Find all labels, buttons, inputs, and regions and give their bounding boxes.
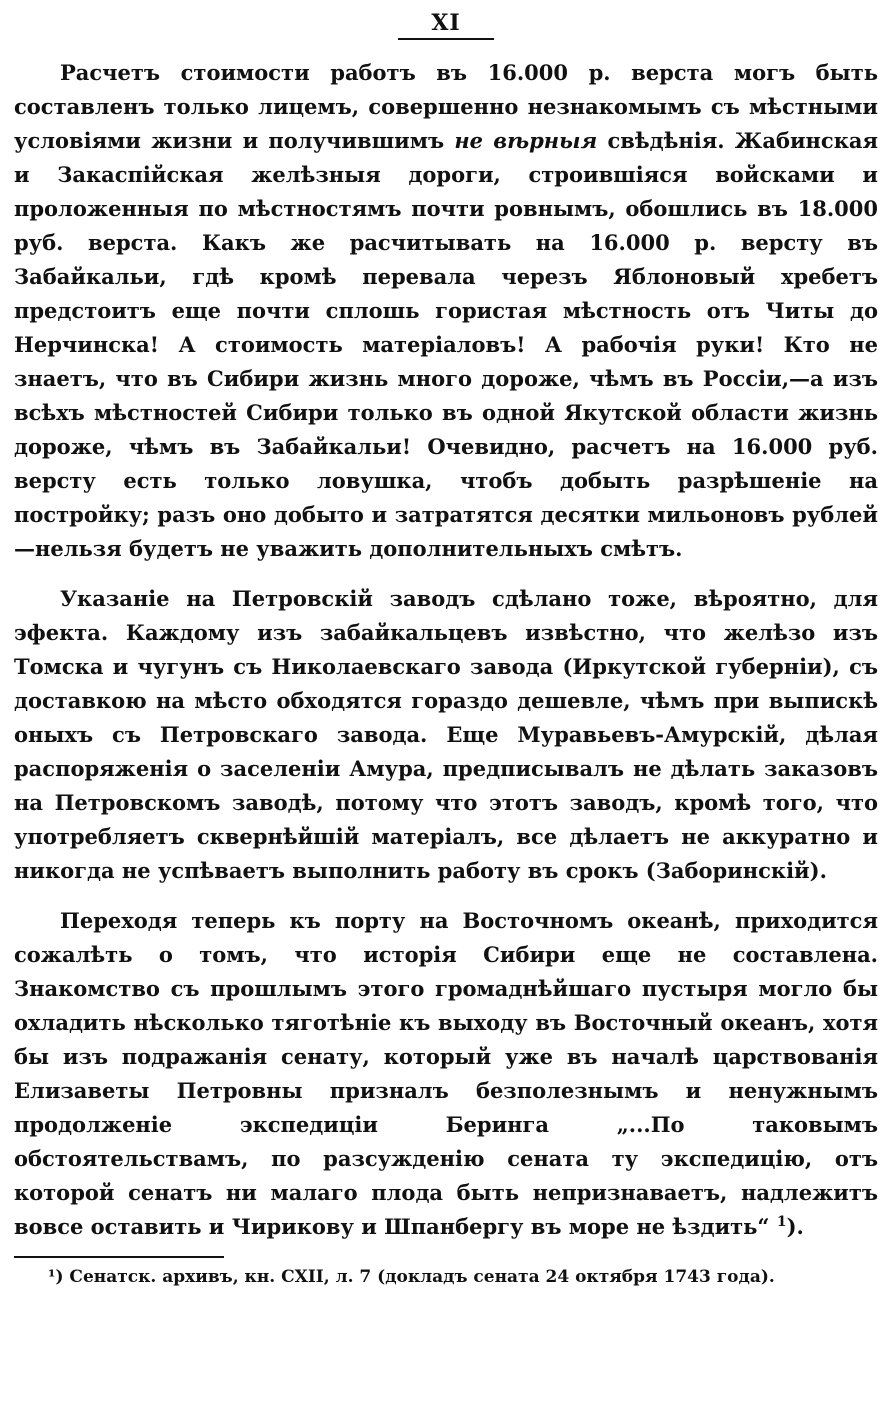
page-number: XI (431, 10, 461, 36)
paragraph-3-closing: ). (786, 1214, 804, 1239)
header-rule (398, 38, 494, 40)
footnote-rule (14, 1256, 224, 1258)
footnote-marker: ¹) (48, 1267, 64, 1287)
paragraph-2: Указаніе на Петровскій заводъ сдѣлано тоже, вѣроятно, для эфекта. Каждому изъ забайкальцевъ извѣстно, что желѣзо изъ Томска и чугунъ съ Николаевскаго завода (Иркутской губерніи), съ доставкою на мѣсто обходятся гораздо дешевле, чѣмъ при выпискѣ оныхъ съ Петровскаго завода. Еще Муравьевъ-Амурскій, дѣлая распоряженія о заселеніи Амура, предписывалъ не дѣлать заказовъ на Петровскомъ заводѣ, потому что этотъ заводъ, кромѣ того, что употребляетъ сквернѣйшій матеріалъ, все дѣлаетъ не аккуратно и никогда не успѣваетъ выполнить работу въ срокъ (Заборинскій). (14, 586, 878, 883)
footnote (14, 1264, 878, 1290)
paragraph-1-text-before: Расчетъ стоимости работъ въ 16.000 р. верста могъ быть составленъ только лицемъ, совершенно незнакомымъ съ мѣстными условіями жизни и получившимъ (14, 60, 878, 153)
paragraph-3 (14, 904, 878, 1244)
paragraph-1-italic-phrase: не вѣрныя (454, 128, 598, 153)
paragraph-3-text: Переходя теперь къ порту на Восточномъ океанѣ, приходится сожалѣть о томъ, что исторія Сибири еще не составлена. Знакомство съ прошлымъ этого громаднѣйшаго пустыря могло бы охладить нѣсколько тяготѣніе къ выходу въ Восточный океанъ, хотя бы изъ подражанія сенату, который уже въ началѣ царствованія Елизаветы Петровны призналъ безполезнымъ и ненужнымъ продолженіе экспедиціи Беринга „...По таковымъ обстоятельствамъ, по разсужденію сената ту экспедицію, отъ которой сенатъ ни малаго плода быть непризнаваетъ, надлежитъ вовсе оставить и Чирикову и Шпанбергу въ море не ѣздить“ (14, 908, 878, 1239)
document-page (14, 10, 878, 1290)
footnote-text: Сенатск. архивъ, кн. CXII, л. 7 (докладъ сената 24 октября 1743 года). (69, 1267, 775, 1287)
paragraph-1-text-after: свѣдѣнія. Жабинская и Закаспійская желѣзныя дороги, строившіяся войсками и проложенныя по мѣстностямъ почти ровнымъ, обошлись въ 18.000 руб. верста. Какъ же расчитывать на 16.000 р. версту въ Забайкальи, гдѣ кромѣ перевала черезъ Яблоновый хребетъ предстоитъ еще почти сплошь гористая мѣстность отъ Читы до Нерчинска! А стоимость матеріаловъ! А рабочія руки! Кто не знаетъ, что въ Сибири жизнь много дороже, чѣмъ въ Россіи,—а изъ всѣхъ мѣстностей Сибири только въ одной Якутской области жизнь дороже, чѣмъ въ Забайкальи! Очевидно, расчетъ на 16.000 руб. версту есть только ловушка, чтобъ добыть разрѣшеніе на постройку; разъ оно добыто и затратятся десятки мильоновъ рублей—нельзя будетъ не уважить дополнительныхъ смѣтъ. (14, 128, 878, 561)
footnote-reference: 1 (776, 1214, 787, 1230)
paragraph-1 (14, 56, 878, 566)
